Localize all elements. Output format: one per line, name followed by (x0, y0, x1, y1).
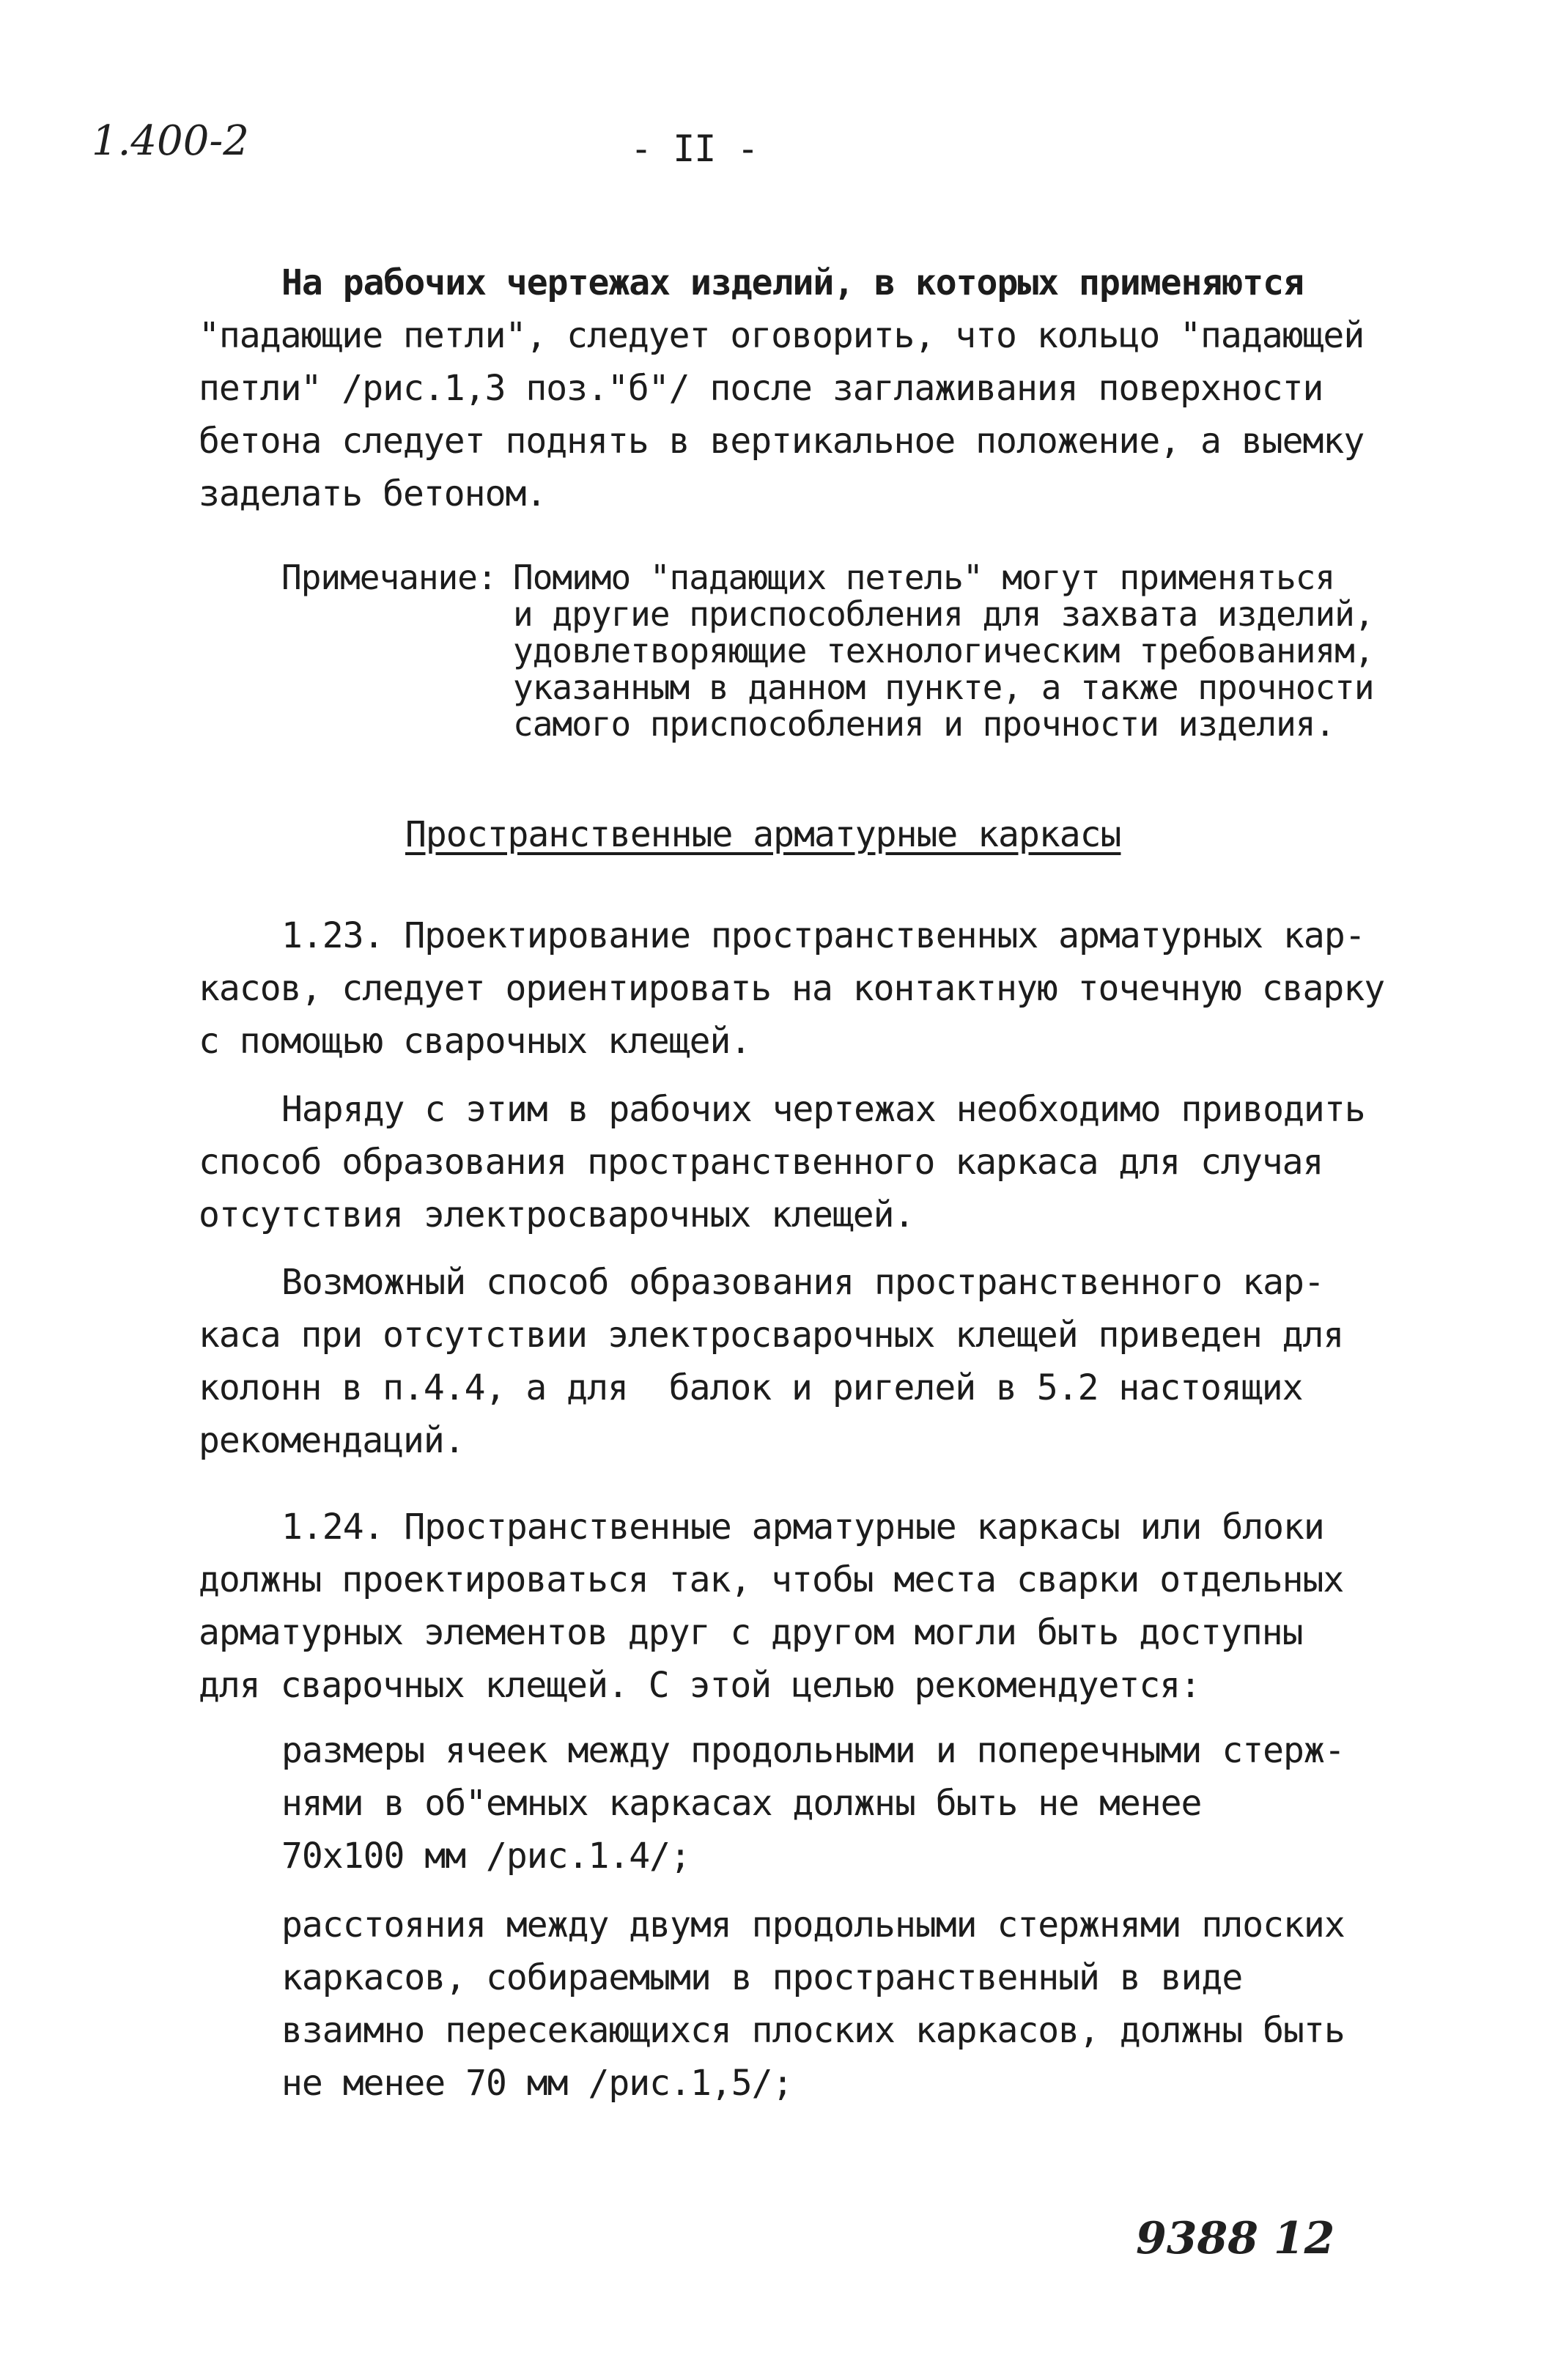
text-line: Возможный способ образования пространственного кар- (281, 1262, 1324, 1303)
text-line: касов, следует ориентировать на контактную точечную сварку (199, 968, 1385, 1009)
text-line: Наряду с этим в рабочих чертежах необходимо приводить (281, 1089, 1365, 1130)
text-line: бетона следует поднять в вертикальное положение, а выемку (199, 421, 1365, 462)
text-line: колонн в п.4.4, а для балок и ригелей в 5.2 настоящих (199, 1367, 1303, 1408)
text-line: каса при отсутствии электросварочных клещей приведен для (199, 1315, 1344, 1356)
note-line: самого приспособления и прочности изделия. (513, 704, 1335, 744)
text-line: 1.24. Пространственные арматурные каркасы или блоки (281, 1507, 1324, 1548)
text-line: отсутствия электросварочных клещей. (199, 1194, 915, 1235)
note-line: и другие приспособления для захвата изделий, (513, 594, 1374, 634)
text-line: арматурных элементов друг с другом могли быть доступны (199, 1612, 1303, 1653)
text-line: заделать бетоном. (199, 473, 547, 514)
text-line: для сварочных клещей. С этой целью рекомендуется: (199, 1665, 1201, 1706)
text-line: с помощью сварочных клещей. (199, 1021, 751, 1062)
text-line: рекомендаций. (199, 1420, 465, 1461)
note-line: указанным в данном пункте, а также прочности (513, 668, 1374, 707)
text-line: не менее 70 мм /рис.1,5/; (281, 2063, 793, 2104)
text-line: каркасов, собираемыми в пространственный в виде (281, 1957, 1243, 1998)
text-line: петли" /рис.1,3 поз."б"/ после заглаживания поверхности (199, 368, 1323, 409)
text-line: 70х100 мм /рис.1.4/; (281, 1836, 690, 1877)
handwritten-archive-number: 9388 12 (1136, 2213, 1335, 2264)
text-line: расстояния между двумя продольными стержнями плоских (281, 1904, 1345, 1945)
document-code: 1.400-2 (92, 117, 249, 165)
text-line: размеры ячеек между продольными и поперечными стерж- (281, 1730, 1345, 1771)
text-line: 1.23. Проектирование пространственных арматурных кар- (281, 915, 1365, 956)
section-heading: Пространственные арматурные каркасы (405, 814, 1121, 855)
text-line: должны проектироваться так, чтобы места сварки отдельных (199, 1559, 1344, 1600)
text-line: "падающие петли", следует оговорить, что кольцо "падающей (199, 315, 1365, 356)
text-line: нями в об"емных каркасах должны быть не менее (281, 1783, 1202, 1824)
note-line: удовлетворяющие технологическим требованиям, (513, 631, 1374, 670)
page-number: - II - (630, 128, 758, 170)
text-line: взаимно пересекающихся плоских каркасов, должны быть (281, 2010, 1345, 2051)
text-line: способ образования пространственного каркаса для случая (199, 1142, 1323, 1183)
note-label: Примечание: (281, 558, 497, 597)
note-line: Помимо "падающих петель" могут применяться (513, 558, 1335, 597)
text-line: На рабочих чертежах изделий, в которых применяются (281, 262, 1304, 303)
